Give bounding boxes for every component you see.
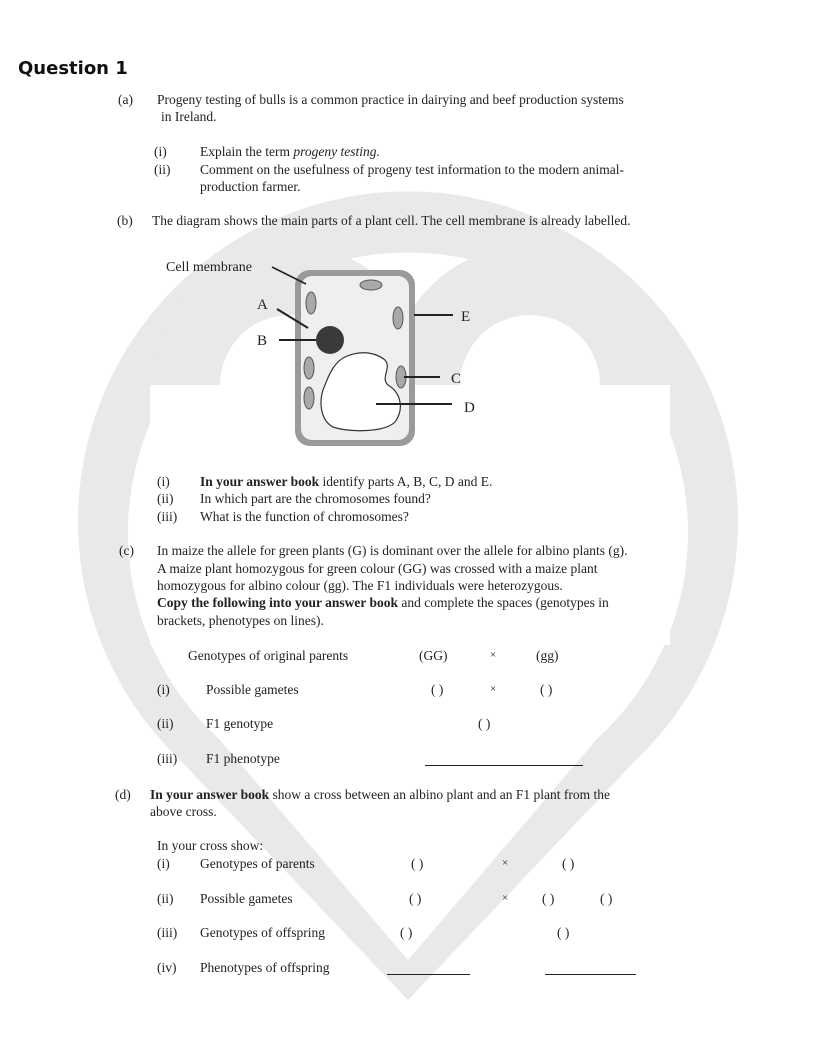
part-c-line3: homozygous for albino colour (gg). The F1 individuals were heterozygous. [157, 578, 563, 593]
label-c: C [451, 371, 462, 387]
part-a-letter: (a) [118, 92, 133, 107]
label-a: A [257, 297, 268, 313]
part-c-line2: A maize plant homozygous for green colour (GG) was crossed with a maize plant [157, 561, 598, 576]
part-d-ii-label: Possible gametes [200, 891, 293, 906]
part-d-intro: In your cross show: [157, 838, 264, 853]
gamete-blank-1: ( ) [431, 682, 444, 697]
part-b-ii-num: (ii) [157, 491, 174, 506]
gametes-blank-3: ( ) [600, 891, 613, 906]
offspring-blank-2: ( ) [557, 925, 570, 940]
cross-symbol: × [502, 892, 509, 904]
part-c-iii-num: (iii) [157, 751, 178, 766]
part-c-line1: In maize the allele for green plants (G) is dominant over the allele for albino plants (g). [157, 543, 628, 558]
part-d-iv-num: (iv) [157, 960, 177, 975]
f1-genotype-blank: ( ) [478, 716, 491, 731]
chloroplast [393, 307, 403, 329]
label-d: D [464, 400, 475, 416]
part-a-ii-num: (ii) [154, 162, 171, 177]
part-b-i-num: (i) [157, 474, 170, 489]
cross-symbol: × [502, 857, 509, 869]
part-d-line2: above cross. [150, 804, 217, 819]
chloroplast [304, 357, 314, 379]
phenotype-line-2 [545, 973, 636, 975]
part-b-intro: The diagram shows the main parts of a plant cell. The cell membrane is already labelled. [152, 213, 631, 228]
gamete-blank-2: ( ) [540, 682, 553, 697]
parents-blank-1: ( ) [411, 856, 424, 871]
chloroplast [360, 280, 382, 290]
chloroplast [306, 292, 316, 314]
part-a-line2: in Ireland. [161, 109, 217, 124]
part-d-iv-label: Phenotypes of offspring [200, 960, 330, 975]
part-d-i-label: Genotypes of parents [200, 856, 315, 871]
offspring-blank-1: ( ) [400, 925, 413, 940]
chloroplast [304, 387, 314, 409]
part-c-ii-label: F1 genotype [206, 716, 274, 731]
part-c-ii-num: (ii) [157, 716, 174, 731]
part-b-iii-text: What is the function of chromosomes? [200, 509, 409, 524]
part-a-i-num: (i) [154, 144, 167, 159]
phenotype-line-1 [387, 973, 470, 975]
label-cell-membrane: Cell membrane [166, 260, 252, 275]
part-d-iii-num: (iii) [157, 925, 178, 940]
gametes-blank-2: ( ) [542, 891, 555, 906]
part-c-line4: Copy the following into your answer book and complete the spaces (genotypes in [157, 595, 609, 610]
part-a-ii-line2: production farmer. [200, 179, 301, 194]
part-c-i-label: Possible gametes [206, 682, 299, 697]
part-c-iii-label: F1 phenotype [206, 751, 280, 766]
part-b-ii-text: In which part are the chromosomes found? [200, 491, 431, 506]
part-b-letter: (b) [117, 213, 133, 228]
parent1-genotype: (GG) [419, 648, 448, 663]
part-b-iii-num: (iii) [157, 509, 178, 524]
part-c-letter: (c) [119, 543, 134, 558]
label-b: B [257, 333, 268, 349]
part-d-line1: In your answer book show a cross between an albino plant and an F1 plant from the [150, 787, 610, 802]
cross-symbol: × [490, 649, 497, 661]
f1-phenotype-line [425, 764, 583, 766]
term-progeny-testing: progeny testing. [293, 144, 380, 159]
gametes-blank-1: ( ) [409, 891, 422, 906]
part-c-i-num: (i) [157, 682, 170, 697]
parent2-genotype: (gg) [536, 648, 559, 663]
part-c-line5: brackets, phenotypes on lines). [157, 613, 324, 628]
parents-blank-2: ( ) [562, 856, 575, 871]
label-e: E [461, 309, 471, 325]
part-d-i-num: (i) [157, 856, 170, 871]
part-a-i-text: Explain the term progeny testing. [200, 144, 380, 159]
question-title: Question 1 [18, 58, 128, 79]
part-a-line1: Progeny testing of bulls is a common practice in dairying and beef production systems [157, 92, 624, 107]
parents-label: Genotypes of original parents [188, 648, 349, 663]
part-d-letter: (d) [115, 787, 131, 802]
part-a-ii-line1: Comment on the usefulness of progeny test information to the modern animal- [200, 162, 625, 177]
nucleus [316, 326, 344, 354]
part-d-iii-label: Genotypes of offspring [200, 925, 325, 940]
cross-symbol: × [490, 683, 497, 695]
part-d-ii-num: (ii) [157, 891, 174, 906]
part-b-i-text: In your answer book identify parts A, B, C, D and E. [200, 474, 493, 489]
